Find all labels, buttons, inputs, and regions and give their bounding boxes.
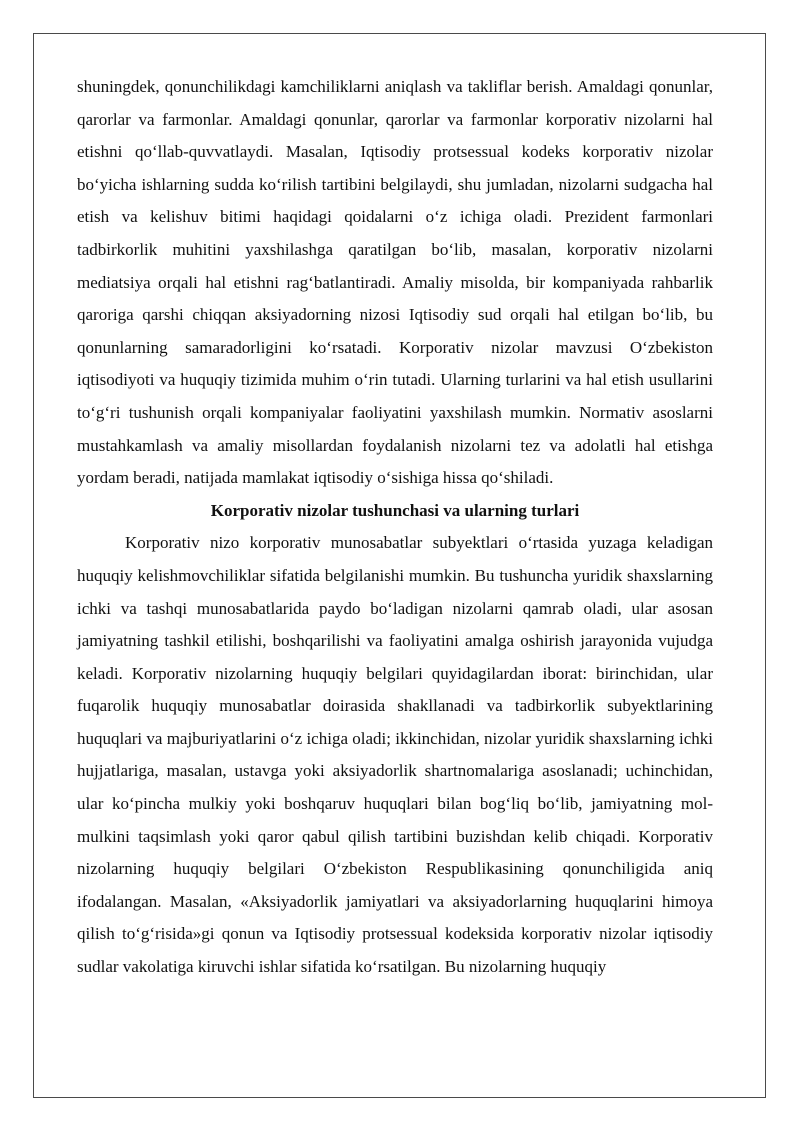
body-paragraph-intro: shuningdek, qonunchilikdagi kamchiliklarni aniqlash va takliflar berish. Amaldagi qonunlar, qarorlar va farmonlar. Amaldagi qonunlar, qarorlar va farmonlar korporativ nizolarni hal etishni qo‘llab-quvvatlaydi. Masalan, Iqtisodiy protsessual kodeks korporativ nizolar bo‘yicha ishlarning sudda ko‘rilish tartibini belgilaydi, shu jumladan, nizolarni sudgacha hal etish va kelishuv bitimi haqidagi qoidalarni o‘z ichiga oladi. Prezident farmonlari tadbirkorlik muhitini yaxshilashga qaratilgan bo‘lib, masalan, korporativ nizolarni mediatsiya orqali hal etishni rag‘batlantiradi. Amaliy misolda, bir kompaniyada rahbarlik qaroriga qarshi chiqqan aksiyadorning nizosi Iqtisodiy sud orqali hal etilgan bo‘lib, bu qonunlarning samaradorligini ko‘rsatadi. Korporativ nizolar mavzusi O‘zbekiston iqtisodiyoti va huquqiy tizimida muhim o‘rin tutadi. Ularning turlarini va hal etish usullarini to‘g‘ri tushunish orqali kompaniyalar faoliyatini yaxshilash mumkin. Normativ asoslarni mustahkamlash va amaliy misollardan foydalanish nizolarni tez va adolatli hal etishga yordam beradi, natijada mamlakat iqtisodiy o‘sishiga hissa qo‘shiladi. (77, 77, 713, 488)
document-body (77, 71, 713, 984)
section-heading: Korporativ nizolar tushunchasi va ularning turlari (210, 500, 580, 520)
body-paragraph-definition: Korporativ nizo korporativ munosabatlar subyektlari o‘rtasida yuzaga keladigan huquqiy kelishmovchiliklar sifatida belgilanishi mumkin. Bu tushuncha yuridik shaxslarning ichki va tashqi munosabatlarida paydo bo‘ladigan nizolarni qamrab oladi, ular asosan jamiyatning tashkil etilishi, boshqarilishi va faoliyatini amalga oshirish jarayonida vujudga keladi. Korporativ nizolarning huquqiy belgilari quyidagilardan iborat: birinchidan, ular fuqarolik huquqiy munosabatlar doirasida shakllanadi va tadbirkorlik subyektlarining huquqlari va majburiyatlarini o‘z ichiga oladi; ikkinchidan, nizolar yuridik shaxslarning ichki hujjatlariga, masalan, ustavga yoki aksiyadorlik shartnomalariga asoslanadi; uchinchidan, ular ko‘pincha mulkiy yoki boshqaruv huquqlari bilan bog‘liq bo‘lib, jamiyatning mol-mulkini taqsimlash yoki qaror qabul qilish tartibini buzishdan kelib chiqadi. Korporativ nizolarning huquqiy belgilari O‘zbekiston Respublikasining qonunchiligida aniq ifodalangan. Masalan, «Aksiyadorlik jamiyatlari va aksiyadorlarning huquqlarini himoya qilish to‘g‘risida»gi qonun va Iqtisodiy protsessual kodeksida korporativ nizolar iqtisodiy sudlar vakolatiga kiruvchi ishlar sifatida ko‘rsatilgan. Bu nizolarning huquqiy (77, 533, 713, 977)
